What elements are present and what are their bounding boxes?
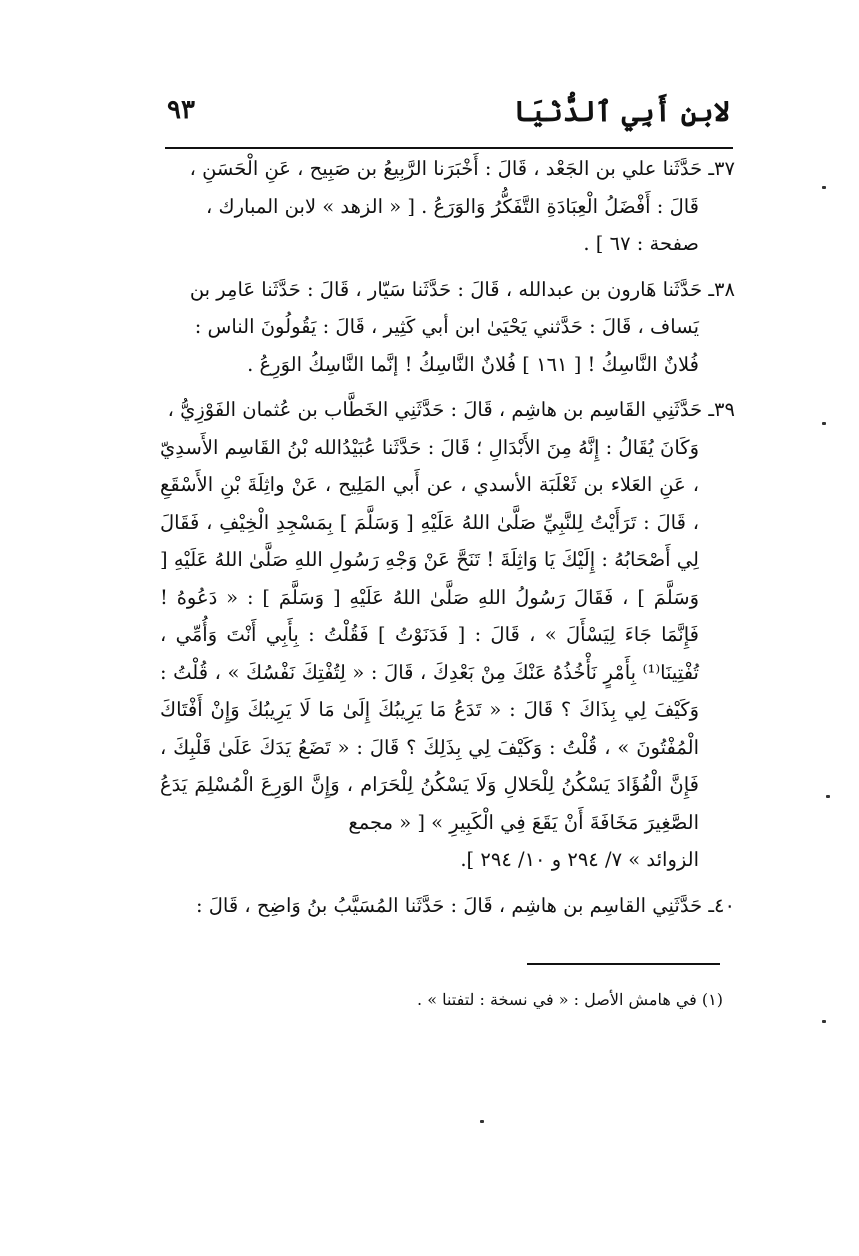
entry-first-line: ٤٠ـ حَدَّثَنِي القاسِم بن هاشِم ، قَالَ : حَدَّثَنا المُسَيَّبُ بنُ وَاضِح ، قَالَ : (195, 893, 735, 917)
entry-last-line: فُلانٌ النَّاسِكُ ! [ ١٦١ ] فُلانٌ النَّاسِكُ ! إنَّما النَّاسِكُ الوَرِعُ . (247, 352, 699, 376)
entry-body: وَكَانَ يُقَالُ : إِنَّهُ مِنَ الأَبْدَالِ ؛ قَالَ : حَدَّثَنا عُبَيْدُالله بْنُ القَاسِم الأَسدِيّ ، عَنِ العَلاء بن ثَعْلَبَة الأسدي ، عن أَبي المَلِيح ، عَنْ واثِلَةَ بْنِ الأَسْقَعِ ، قَالَ : تَرَأَيْتُ لِلنَّبِيِّ صَلَّىٰ اللهُ عَلَيْهِ [ وَسَلَّمَ ] بِمَسْجِدِ الْخِيْفِ ، فَقَالَ لِي أَصْحَابُهُ : إِلَيْكَ يَا وَاثِلَةَ ! تَنَحَّ عَنْ وَجْهِ رَسُولِ اللهِ صَلَّىٰ اللهُ عَلَيْهِ [ وَسَلَّمَ ] ، فَقَالَ رَسُولُ اللهِ صَلَّىٰ اللهُ عَلَيْهِ [ وَسَلَّمَ ] : « دَعُوهُ ! فَإِنَّمَا جَاءَ لِيَسْأَلَ » ، قَالَ : [ فَدَنَوْتُ ] فَقُلْتُ : بِأَبِي أَنْتَ وَأُمِّي ، تُفْتِينَا⁽¹⁾ بِأَمْرٍ نَأْخُذُهُ عَنْكَ مِنْ بَعْدِكَ ، قَالَ : « لِتُفْتِكَ نَفْسُكَ » ، قُلْتُ : وَكَيْفَ لِي بِذَاكَ ؟ قَالَ : « تَدَعُ مَا يَرِيبُكَ إِلَىٰ مَا لَا يَرِيبُكَ وَإِنْ أَفْتَاكَ الْمُفْتُونَ » ، قُلْتُ : وَكَيْفَ لِي بِذَلِكَ ؟ قَالَ : « تَضَعُ يَدَكَ عَلَىٰ قَلْبِكَ ، فَإِنَّ الْفُؤَادَ يَسْكُنُ لِلْحَلالِ وَلَا يَسْكُنُ لِلْحَرَام ، وَإِنَّ الوَرِعَ الْمُسْلِمَ يَدَعُ الصَّغِيرَ مَخَافَةَ أَنْ يَقَعَ فِي الْكَبِيرِ » [ « مجمع (160, 435, 699, 834)
entry-first-line: ٣٩ـ حَدَّثَنِي القَاسِم بن هاشِم ، قَالَ : حَدَّثَنِي الخَطَّاب بن عُثمان الفَوْزِيُّ ، (167, 398, 735, 421)
scan-speck (480, 1120, 484, 1123)
hadith-40 (160, 887, 735, 925)
entry-body: قَالَ : أَفْضَلُ الْعِبَادَةِ التَّفَكُّرُ وَالوَرَعُ . [ « الزهد » لابن المبارك ، (206, 194, 699, 218)
scan-speck (822, 422, 826, 425)
entry-body: يَساف ، قَالَ : حَدَّثني يَحْيَىٰ ابن أبي كَثِير ، قَالَ : يَقُولُونَ الناس : (194, 315, 699, 338)
entry-last-line: صفحة : ٦٧ ] . (583, 232, 699, 255)
running-title: لابنِ أَبِي ٱلدُّنْيَا (513, 95, 730, 128)
scan-speck (826, 795, 830, 798)
running-header (165, 95, 730, 145)
hadith-39 (160, 391, 735, 879)
scan-speck (822, 186, 826, 189)
hadith-37 (160, 150, 735, 263)
entry-last-line: الزوائد » ٧/ ٢٩٤ و ١٠/ ٢٩٤ ]. (460, 848, 699, 871)
hadith-38 (160, 271, 735, 384)
header-rule (165, 147, 733, 149)
entry-first-line: ٣٨ـ حَدَّثَنا هَارون بن عبدالله ، قَالَ : حَدَّثَنا سَيّار ، قَالَ : حَدَّثَنا عَامِر بن (189, 277, 735, 301)
scan-speck (822, 1020, 826, 1023)
page-number: ٩٣ (167, 95, 195, 125)
entry-first-line: ٣٧ـ حَدَّثَنا علي بن الجَعْد ، قَالَ : أَخْبَرَنا الرَّبِيعُ بن صَبِيح ، عَنِ الْحَسَنِ ، (189, 157, 735, 180)
hadith-text (160, 150, 735, 924)
footnote: (١) في هامش الأصل : « في نسخة : لتفتنا » . (417, 990, 723, 1009)
footnote-rule (527, 963, 720, 965)
